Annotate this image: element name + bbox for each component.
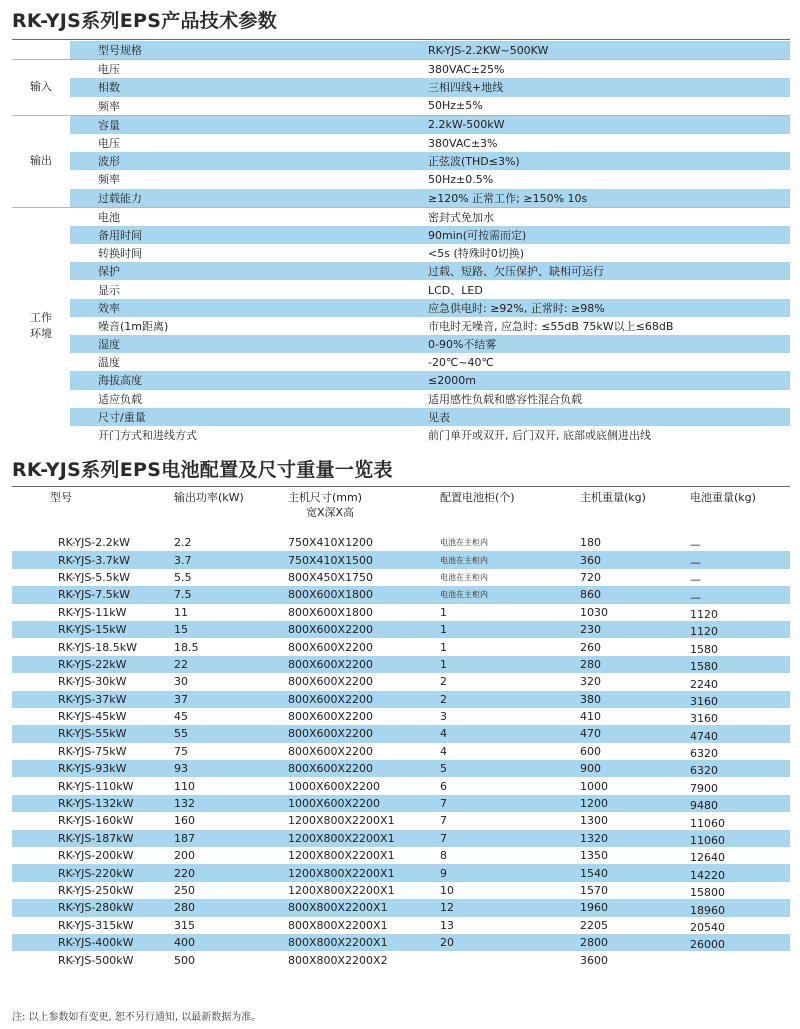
cell-power: 7.5 [174, 586, 288, 603]
cell-main-weight: 3600 [580, 953, 608, 967]
col-header-dim-label: 主机尺寸(mm) [288, 491, 363, 504]
cell-dimensions: 800X600X2200 [288, 760, 440, 777]
cell-model: RK-YJS-75kW [58, 744, 127, 758]
cell-model: RK-YJS-187kW [12, 830, 174, 847]
cell-power: 11 [174, 605, 188, 619]
cell-main-weight: 320 [580, 675, 601, 689]
cell-main-weight: 180 [580, 536, 601, 550]
cell-power: 400 [174, 934, 288, 951]
cell-dimensions: 800X600X1800 [288, 605, 374, 619]
cell-main-weight: 600 [580, 744, 601, 758]
spec-param: 显示 [98, 283, 120, 297]
spec-value: 前门单开或双开, 后门双开, 底部或底侧进出线 [428, 429, 651, 443]
cell-battery-weight: 1580 [690, 656, 790, 673]
table-row [12, 917, 790, 934]
spec-value: 90min(可按需而定) [428, 226, 790, 244]
cell-dimensions: 800X600X2200 [288, 691, 440, 708]
spec-param: 容量 [70, 115, 428, 134]
spec-param: 电压 [70, 60, 428, 79]
cell-power: 315 [174, 918, 195, 932]
cell-battery-weight: — [690, 586, 790, 603]
spec-row [12, 426, 790, 444]
spec-row [12, 226, 790, 244]
cell-main-weight: 1350 [580, 849, 608, 863]
cell-model: RK-YJS-280kW [12, 899, 174, 916]
cell-power: 280 [174, 899, 288, 916]
cell-model: RK-YJS-7.5kW [12, 586, 174, 603]
cell-battery-weight: 26000 [690, 934, 790, 951]
cell-battery-weight: 7900 [690, 781, 718, 795]
spec-row [12, 280, 790, 298]
spec-value: RK-YJS-2.2KW~500KW [428, 41, 790, 60]
cell-battery-weight: 12640 [690, 851, 725, 865]
table-row [12, 551, 790, 568]
table-row [12, 951, 790, 968]
cell-battery-weight: 1120 [690, 607, 718, 621]
spec-param: 波形 [70, 152, 428, 170]
cell-dimensions: 1000X600X2200 [288, 779, 381, 793]
cell-power: 55 [174, 725, 288, 742]
cell-main-weight: 230 [580, 621, 690, 638]
cell-cabinet: 12 [440, 899, 580, 916]
cell-dimensions: 750X410X1500 [288, 551, 440, 568]
cell-dimensions: 800X800X2200X2 [288, 953, 388, 967]
cell-power: 250 [174, 884, 195, 897]
cell-cabinet: 20 [440, 934, 580, 951]
cell-main-weight: 2205 [580, 918, 608, 932]
cell-main-weight: 260 [580, 640, 601, 654]
cell-dimensions: 800X450X1750 [288, 570, 374, 584]
spec-row [12, 60, 790, 79]
spec-param: 型号规格 [70, 41, 428, 60]
cell-model: RK-YJS-11kW [58, 605, 127, 619]
spec-value: 过载、短路、欠压保护、缺相可运行 [428, 262, 790, 280]
spec-value: 380VAC±3% [428, 136, 498, 150]
cell-cabinet: 6 [440, 779, 447, 793]
table-row [12, 760, 790, 777]
cell-cabinet: 5 [440, 760, 580, 777]
cell-dimensions: 800X600X2200 [288, 656, 440, 673]
spec-param: 电压 [98, 137, 120, 151]
cell-model: RK-YJS-5.5kW [58, 570, 131, 584]
cell-power: 500 [174, 953, 195, 967]
col-header-cabinet: 配置电池柜(个) [440, 491, 515, 504]
cell-cabinet: 4 [440, 725, 580, 742]
cell-model: RK-YJS-18.5kW [58, 640, 138, 654]
cell-dimensions: 1200X800X2200X1 [288, 864, 440, 881]
cell-power: 5.5 [174, 570, 192, 584]
table-row [12, 534, 790, 551]
cell-main-weight: 1200 [580, 795, 690, 812]
cell-battery-weight: 6320 [690, 747, 718, 761]
cell-power: 2.2 [174, 536, 192, 550]
cell-main-weight: 410 [580, 710, 601, 724]
col-header-main-weight: 主机重量(kg) [580, 491, 646, 504]
spec-row [12, 244, 790, 262]
cell-model: RK-YJS-160kW [58, 814, 134, 828]
spec-row [12, 170, 790, 188]
spec-row [12, 189, 790, 208]
cell-main-weight: 1300 [580, 814, 608, 828]
cell-cabinet: 3 [440, 710, 447, 724]
cell-cabinet: 7 [440, 795, 580, 812]
cell-main-weight: 1030 [580, 605, 608, 619]
cell-dimensions: 800X600X2200 [288, 621, 440, 638]
spec-param: 湿度 [70, 335, 428, 353]
spec-row [12, 207, 790, 226]
category-environment [12, 207, 70, 444]
cell-dimensions: 800X600X2200 [288, 710, 374, 724]
cell-battery-weight: — [690, 551, 790, 568]
cell-power: 220 [174, 864, 288, 881]
cell-cabinet: 1 [440, 605, 447, 619]
cell-model: RK-YJS-2.2kW [58, 536, 131, 550]
spec-row [12, 353, 790, 371]
cell-cabinet: 1 [440, 640, 447, 654]
battery-table-body [12, 534, 790, 969]
spec-row [12, 390, 790, 408]
cell-power: 45 [174, 710, 188, 724]
cell-power: 30 [174, 675, 188, 689]
cell-dimensions: 800X600X2200 [288, 725, 440, 742]
table-row [12, 777, 790, 794]
cell-battery-weight: 9480 [690, 795, 790, 812]
cell-dimensions: 800X600X2200 [288, 744, 374, 758]
cell-model: RK-YJS-315kW [58, 918, 134, 932]
cell-cabinet: 2 [440, 675, 447, 689]
cell-model: RK-YJS-15kW [12, 621, 174, 638]
cell-battery-weight: 11060 [690, 830, 790, 847]
cell-model: RK-YJS-45kW [58, 710, 127, 724]
cell-cabinet: 电池在主柜内 [440, 538, 488, 548]
cell-model: RK-YJS-400kW [12, 934, 174, 951]
col-header-model: 型号 [50, 491, 72, 504]
cell-dimensions: 800X800X2200X1 [288, 934, 440, 951]
table-row [12, 934, 790, 951]
cell-dimensions: 1200X800X2200X1 [288, 849, 395, 863]
cell-battery-weight: 1120 [690, 621, 790, 638]
cell-main-weight: 1960 [580, 899, 690, 916]
cell-main-weight: 280 [580, 656, 690, 673]
table-row [12, 899, 790, 916]
table-row [12, 725, 790, 742]
cell-model: RK-YJS-3.7kW [12, 551, 174, 568]
cell-battery-weight: 6320 [690, 760, 790, 777]
category-env-line1: 工作 [30, 310, 52, 324]
cell-model: RK-YJS-132kW [12, 795, 174, 812]
table-row [12, 847, 790, 864]
table-row [12, 604, 790, 621]
cell-cabinet [440, 951, 580, 968]
spec-value: 市电时无噪音, 应急时: ≤55dB 75kW以上≤68dB [428, 319, 674, 333]
spec-param: 适应负载 [98, 392, 142, 406]
cell-battery-weight: 1580 [690, 642, 718, 656]
cell-dimensions: 800X600X2200 [288, 675, 374, 689]
col-header-dimensions [288, 490, 440, 534]
cell-power: 187 [174, 830, 288, 847]
table-row [12, 743, 790, 760]
col-header-power: 输出功率(kW) [174, 491, 244, 504]
spec-row [12, 152, 790, 170]
cell-cabinet: 7 [440, 830, 580, 847]
cell-model: RK-YJS-110kW [58, 779, 134, 793]
cell-battery-weight: 3160 [690, 712, 718, 726]
cell-main-weight: 720 [580, 570, 601, 584]
spec-param: 备用时间 [70, 226, 428, 244]
cell-battery-weight: — [690, 573, 701, 587]
cell-power: 18.5 [174, 640, 199, 654]
spec-row [12, 299, 790, 317]
cell-model: RK-YJS-37kW [12, 691, 174, 708]
cell-main-weight: 1000 [580, 779, 608, 793]
footnote: 注: 以上参数如有变更, 恕不另行通知, 以最新数据为准。 [12, 1012, 262, 1023]
cell-main-weight: 860 [580, 586, 690, 603]
cell-power: 110 [174, 779, 195, 793]
spec-value: 50Hz±5% [428, 99, 483, 113]
cell-cabinet: 10 [440, 884, 454, 897]
cell-main-weight: 360 [580, 551, 690, 568]
table-row [12, 830, 790, 847]
cell-battery-weight: 11060 [690, 816, 725, 830]
cell-power: 200 [174, 849, 195, 863]
table-row [12, 812, 790, 829]
cell-model: RK-YJS-30kW [58, 675, 127, 689]
table-row [12, 882, 790, 899]
cell-cabinet: 9 [440, 864, 580, 881]
cell-main-weight: 1540 [580, 864, 690, 881]
table-row [12, 621, 790, 638]
spec-param: 效率 [70, 299, 428, 317]
category-input: 输入 [12, 60, 70, 116]
cell-main-weight: 1320 [580, 830, 690, 847]
spec-param: 开门方式和进线方式 [98, 429, 197, 443]
cell-cabinet: 电池在主柜内 [440, 551, 580, 568]
cell-main-weight: 2800 [580, 934, 690, 951]
spec-row [12, 97, 790, 116]
spec-table [12, 41, 790, 444]
spec-row [12, 317, 790, 335]
spec-row [12, 335, 790, 353]
table-row [12, 864, 790, 881]
spec-value: 应急供电时: ≥92%, 正常时: ≥98% [428, 299, 790, 317]
spec-param: 频率 [98, 173, 120, 187]
cell-battery-weight: 15800 [690, 886, 725, 900]
spec-row [12, 78, 790, 96]
cell-power: 3.7 [174, 551, 288, 568]
cell-cabinet: 2 [440, 691, 580, 708]
cell-model: RK-YJS-22kW [12, 656, 174, 673]
cell-dimensions: 800X800X2200X1 [288, 918, 388, 932]
battery-title: RK-YJS系列EPS电池配置及尺寸重量一览表 [12, 459, 393, 481]
cell-cabinet: 电池在主柜内 [440, 572, 488, 582]
spec-value: 0-90%不结雾 [428, 335, 790, 353]
title-divider [12, 39, 790, 40]
spec-header-row [12, 41, 790, 60]
battery-header-row [12, 490, 790, 534]
spec-param: 保护 [70, 262, 428, 280]
spec-row [12, 115, 790, 134]
table-row [12, 586, 790, 603]
cell-dimensions: 800X600X2200 [288, 640, 374, 654]
battery-table [12, 490, 790, 969]
spec-value: 正弦波(THD≤3%) [428, 152, 790, 170]
col-header-battery-weight: 电池重量(kg) [690, 491, 756, 504]
spec-value: ≥120% 正常工作; ≥150% 10s [428, 189, 790, 208]
table-row [12, 691, 790, 708]
cell-battery-weight: 18960 [690, 899, 790, 916]
cell-dimensions: 800X800X2200X1 [288, 899, 440, 916]
cell-power: 93 [174, 760, 288, 777]
cell-battery-weight: 2240 [690, 677, 718, 691]
table-row [12, 638, 790, 655]
spec-value: 50Hz±0.5% [428, 172, 494, 186]
spec-param: 频率 [98, 99, 120, 113]
cell-power: 75 [174, 744, 188, 758]
cell-dimensions: 1200X800X2200X1 [288, 884, 395, 897]
cell-dimensions: 1000X600X2200 [288, 795, 440, 812]
spec-row [12, 262, 790, 280]
cell-cabinet: 4 [440, 744, 447, 758]
cell-power: 37 [174, 691, 288, 708]
spec-param: 电池 [70, 207, 428, 226]
col-header-dim-sub: 宽X深X高 [306, 506, 355, 519]
spec-param: 过载能力 [70, 189, 428, 208]
spec-param: 噪音(1m距离) [98, 319, 169, 333]
cell-battery-weight: — [690, 538, 701, 552]
table-row [12, 569, 790, 586]
cell-battery-weight: 14220 [690, 864, 790, 881]
cell-main-weight: 380 [580, 691, 690, 708]
spec-value: LCD、LED [428, 283, 483, 297]
table-row [12, 656, 790, 673]
cell-main-weight: 900 [580, 760, 690, 777]
cell-battery-weight: 4740 [690, 725, 790, 742]
table-row [12, 795, 790, 812]
spec-value: -20℃~40℃ [428, 355, 494, 369]
cell-model: RK-YJS-220kW [12, 864, 174, 881]
cell-model: RK-YJS-93kW [12, 760, 174, 777]
table-row [12, 708, 790, 725]
cell-main-weight: 1570 [580, 884, 608, 897]
cell-model: RK-YJS-250kW [58, 884, 134, 897]
cell-dimensions: 1200X800X2200X1 [288, 830, 440, 847]
category-env-line2: 环境 [30, 326, 52, 340]
cell-model: RK-YJS-500kW [58, 953, 134, 967]
cell-power: 160 [174, 814, 195, 828]
cell-cabinet: 1 [440, 656, 580, 673]
table-row [12, 673, 790, 690]
cell-power: 132 [174, 795, 288, 812]
cell-battery-weight [690, 951, 790, 968]
cell-cabinet: 13 [440, 918, 454, 932]
cell-battery-weight: 3160 [690, 691, 790, 708]
cell-cabinet: 1 [440, 621, 580, 638]
cell-model: RK-YJS-55kW [12, 725, 174, 742]
cell-dimensions: 1200X800X2200X1 [288, 814, 395, 828]
cell-power: 22 [174, 656, 288, 673]
spec-row [12, 134, 790, 152]
spec-value: 380VAC±25% [428, 60, 790, 79]
cell-dimensions: 750X410X1200 [288, 536, 374, 550]
spec-value: 2.2kW-500kW [428, 115, 790, 134]
spec-value: 密封式免加水 [428, 207, 790, 226]
spec-param: 相数 [70, 78, 428, 96]
cell-main-weight: 470 [580, 725, 690, 742]
title-divider [12, 486, 790, 487]
spec-param: 转换时间 [98, 247, 142, 261]
spec-value: <5s (特殊时0切换) [428, 247, 525, 261]
spec-param: 海拔高度 [70, 371, 428, 389]
cell-cabinet: 8 [440, 849, 447, 863]
spec-value: 适用感性负载和感容性混合负载 [428, 392, 582, 406]
spec-value: 见表 [428, 408, 790, 426]
spec-value: 三相四线+地线 [428, 78, 790, 96]
spec-title: RK-YJS系列EPS产品技术参数 [12, 10, 277, 32]
cell-model: RK-YJS-200kW [58, 849, 134, 863]
category-output: 输出 [12, 115, 70, 207]
cell-cabinet: 7 [440, 814, 447, 828]
spec-value: ≤2000m [428, 371, 790, 389]
spec-row [12, 371, 790, 389]
cell-cabinet: 电池在主柜内 [440, 586, 580, 603]
cell-battery-weight: 20540 [690, 920, 725, 934]
spec-param: 尺寸/重量 [70, 408, 428, 426]
spec-param: 温度 [98, 356, 120, 370]
cell-power: 15 [174, 621, 288, 638]
cell-dimensions: 800X600X1800 [288, 586, 440, 603]
spec-row [12, 408, 790, 426]
